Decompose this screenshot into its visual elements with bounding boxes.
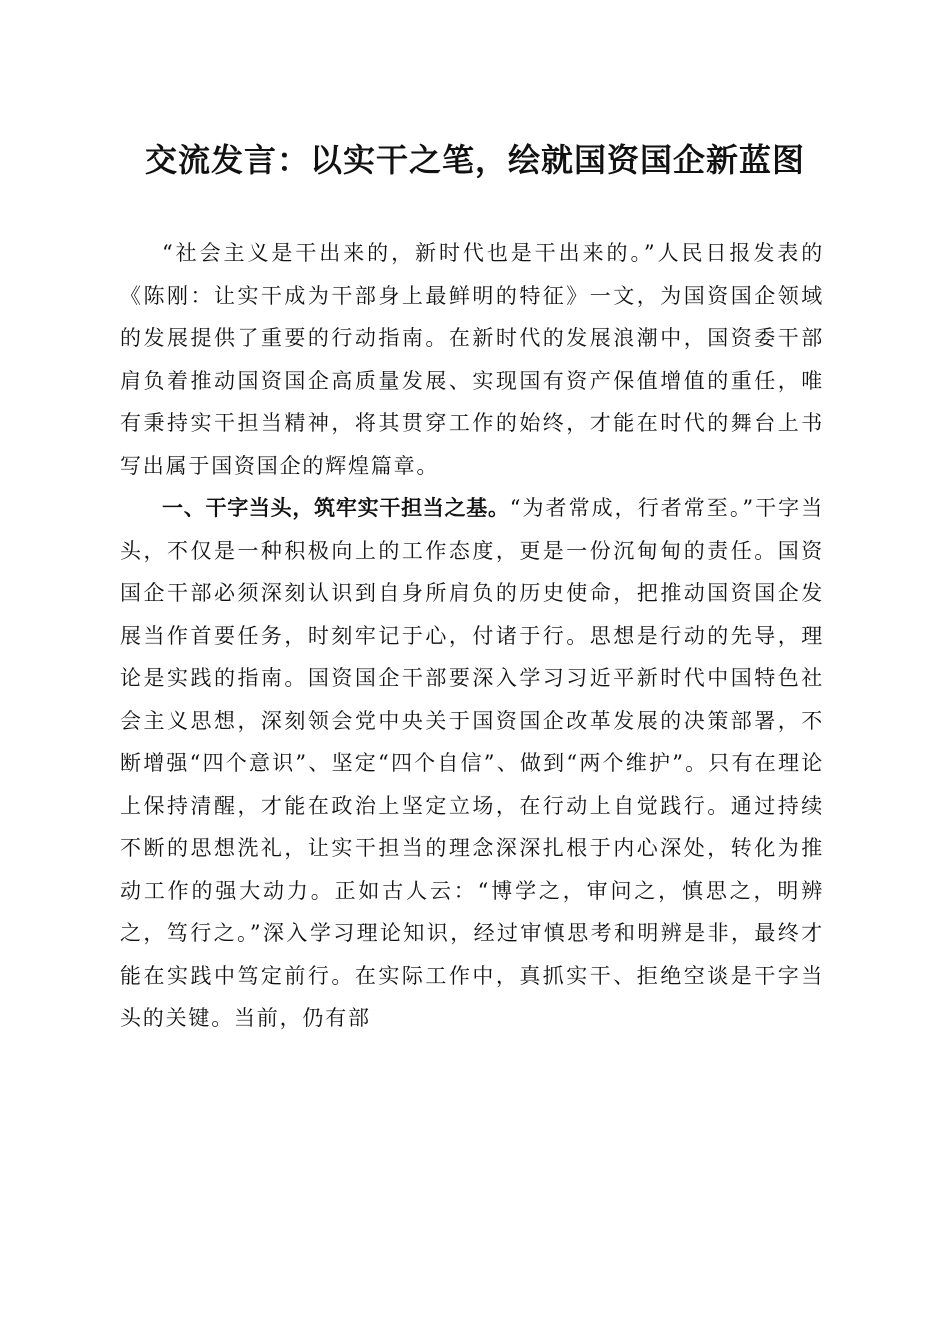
document-title: 交流发言：以实干之笔，绘就国资国企新蓝图 bbox=[144, 141, 805, 179]
section-one-heading: 一、干字当头，筑牢实干担当之基。 bbox=[162, 496, 510, 520]
paragraph-intro bbox=[120, 232, 824, 487]
paragraph-section-one bbox=[120, 487, 824, 1040]
section-one-text: “为者常成，行者常至。”干字当头，不仅是一种积极向上的工作态度，更是一份沉甸甸的责任。国资国企干部必须深刻认识到自身所肩负的历史使命，把推动国资国企发展当作首要任务，时刻牢记于心，付诸于行。思想是行动的先导，理论是实践的指南。国资国企干部要深入学习习近平新时代中国特色社会主义思想，深刻领会党中央关于国资国企改革发展的决策部署，不断增强“四个意识”、坚定“四个自信”、做到“两个维护”。只有在理论上保持清醒，才能在政治上坚定立场，在行动上自觉践行。通过持续不断的思想洗礼，让实干担当的理念深深扎根于内心深处，转化为推动工作的强大动力。正如古人云：“博学之，审问之，慎思之，明辨之，笃行之。”深入学习理论知识，经过审慎思考和明辨是非，最终才能在实践中笃定前行。在实际工作中，真抓实干、拒绝空谈是干字当头的关键。当前，仍有部 bbox=[120, 496, 824, 1030]
document-body bbox=[120, 232, 824, 1040]
paragraph-intro-text: “社会主义是干出来的，新时代也是干出来的。”人民日报发表的《陈刚：让实干成为干部身上最鲜明的特征》一文，为国资国企领域的发展提供了重要的行动指南。在新时代的发展浪潮中，国资委干部肩负着推动国资国企高质量发展、实现国有资产保值增值的重任，唯有秉持实干担当精神，将其贯穿工作的始终，才能在时代的舞台上书写出属于国资国企的辉煌篇章。 bbox=[120, 241, 824, 478]
